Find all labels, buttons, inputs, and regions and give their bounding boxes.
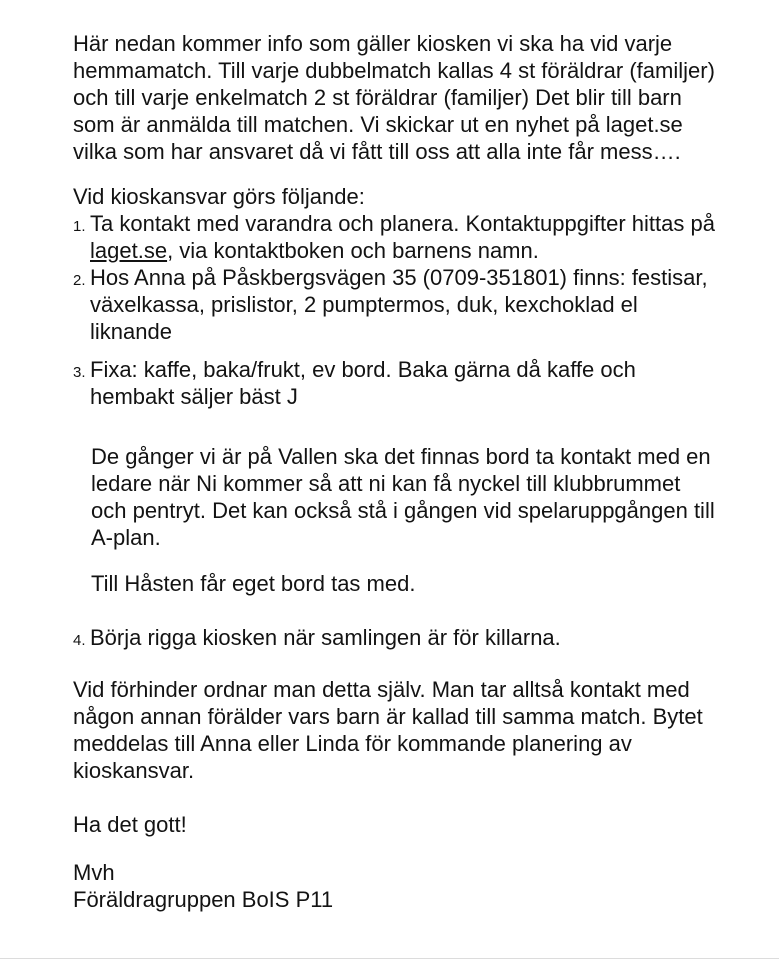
signature-block [73, 859, 717, 913]
list-item-2 [73, 264, 717, 345]
list-number-1: 1. [73, 218, 86, 235]
list-number-2: 2. [73, 272, 86, 289]
list-item-1-text-post: , via kontaktboken och barnens namn. [167, 238, 539, 263]
signoff-line: Mvh [73, 860, 115, 885]
signature-line: Föräldragruppen BoIS P11 [73, 887, 334, 912]
vallen-paragraph: De gånger vi är på Vallen ska det finnas bord ta kontakt med en ledare när Ni kommer så att ni kan få nyckel till klubbrummet och pentryt. Det kan också stå i gången vid spelaruppgången till A-plan. [91, 444, 715, 550]
list-item-1 [73, 210, 717, 264]
list-item-1-text [90, 210, 717, 264]
intro-paragraph: Här nedan kommer info som gäller kiosken vi ska ha vid varje hemmamatch. Till varje dubbelmatch kallas 4 st föräldrar (familjer) och till varje enkelmatch 2 st föräldrar (familjer) Det blir till barn som är anmälda till matchen. Vi skickar ut en nyhet på laget.se vilka som har ansvaret då vi fått till oss att alla inte får mess…. [73, 31, 715, 164]
list-item-1-text-pre: Ta kontakt med varandra och planera. Kontaktuppgifter hittas på [90, 211, 715, 236]
list-heading: Vid kioskansvar görs följande: [73, 184, 365, 209]
closing-line: Ha det gott! [73, 812, 187, 837]
laget-se-link[interactable]: laget.se [90, 238, 168, 263]
page-bottom-divider [0, 958, 779, 959]
list-item-2-text: Hos Anna på Påskbergsvägen 35 (0709-351801) finns: festisar, växelkassa, prislistor, 2 pumptermos, duk, kexchoklad el liknande [90, 265, 708, 344]
substitute-paragraph: Vid förhinder ordnar man detta själv. Man tar alltså kontakt med någon annan förälder vars barn är kallad till samma match. Bytet meddelas till Anna eller Linda för kommande planering av kioskansvar. [73, 677, 703, 783]
list-item-3-text: Fixa: kaffe, baka/frukt, ev bord. Baka gärna då kaffe och hembakt säljer bäst J [90, 357, 636, 409]
list-number-4: 4. [73, 632, 86, 649]
list-item-4-text: Börja rigga kiosken när samlingen är för killarna. [90, 625, 561, 650]
list-item-4 [73, 624, 717, 654]
list-number-3: 3. [73, 364, 86, 381]
hasten-paragraph: Till Håsten får eget bord tas med. [91, 571, 416, 596]
list-item-3 [73, 356, 717, 410]
